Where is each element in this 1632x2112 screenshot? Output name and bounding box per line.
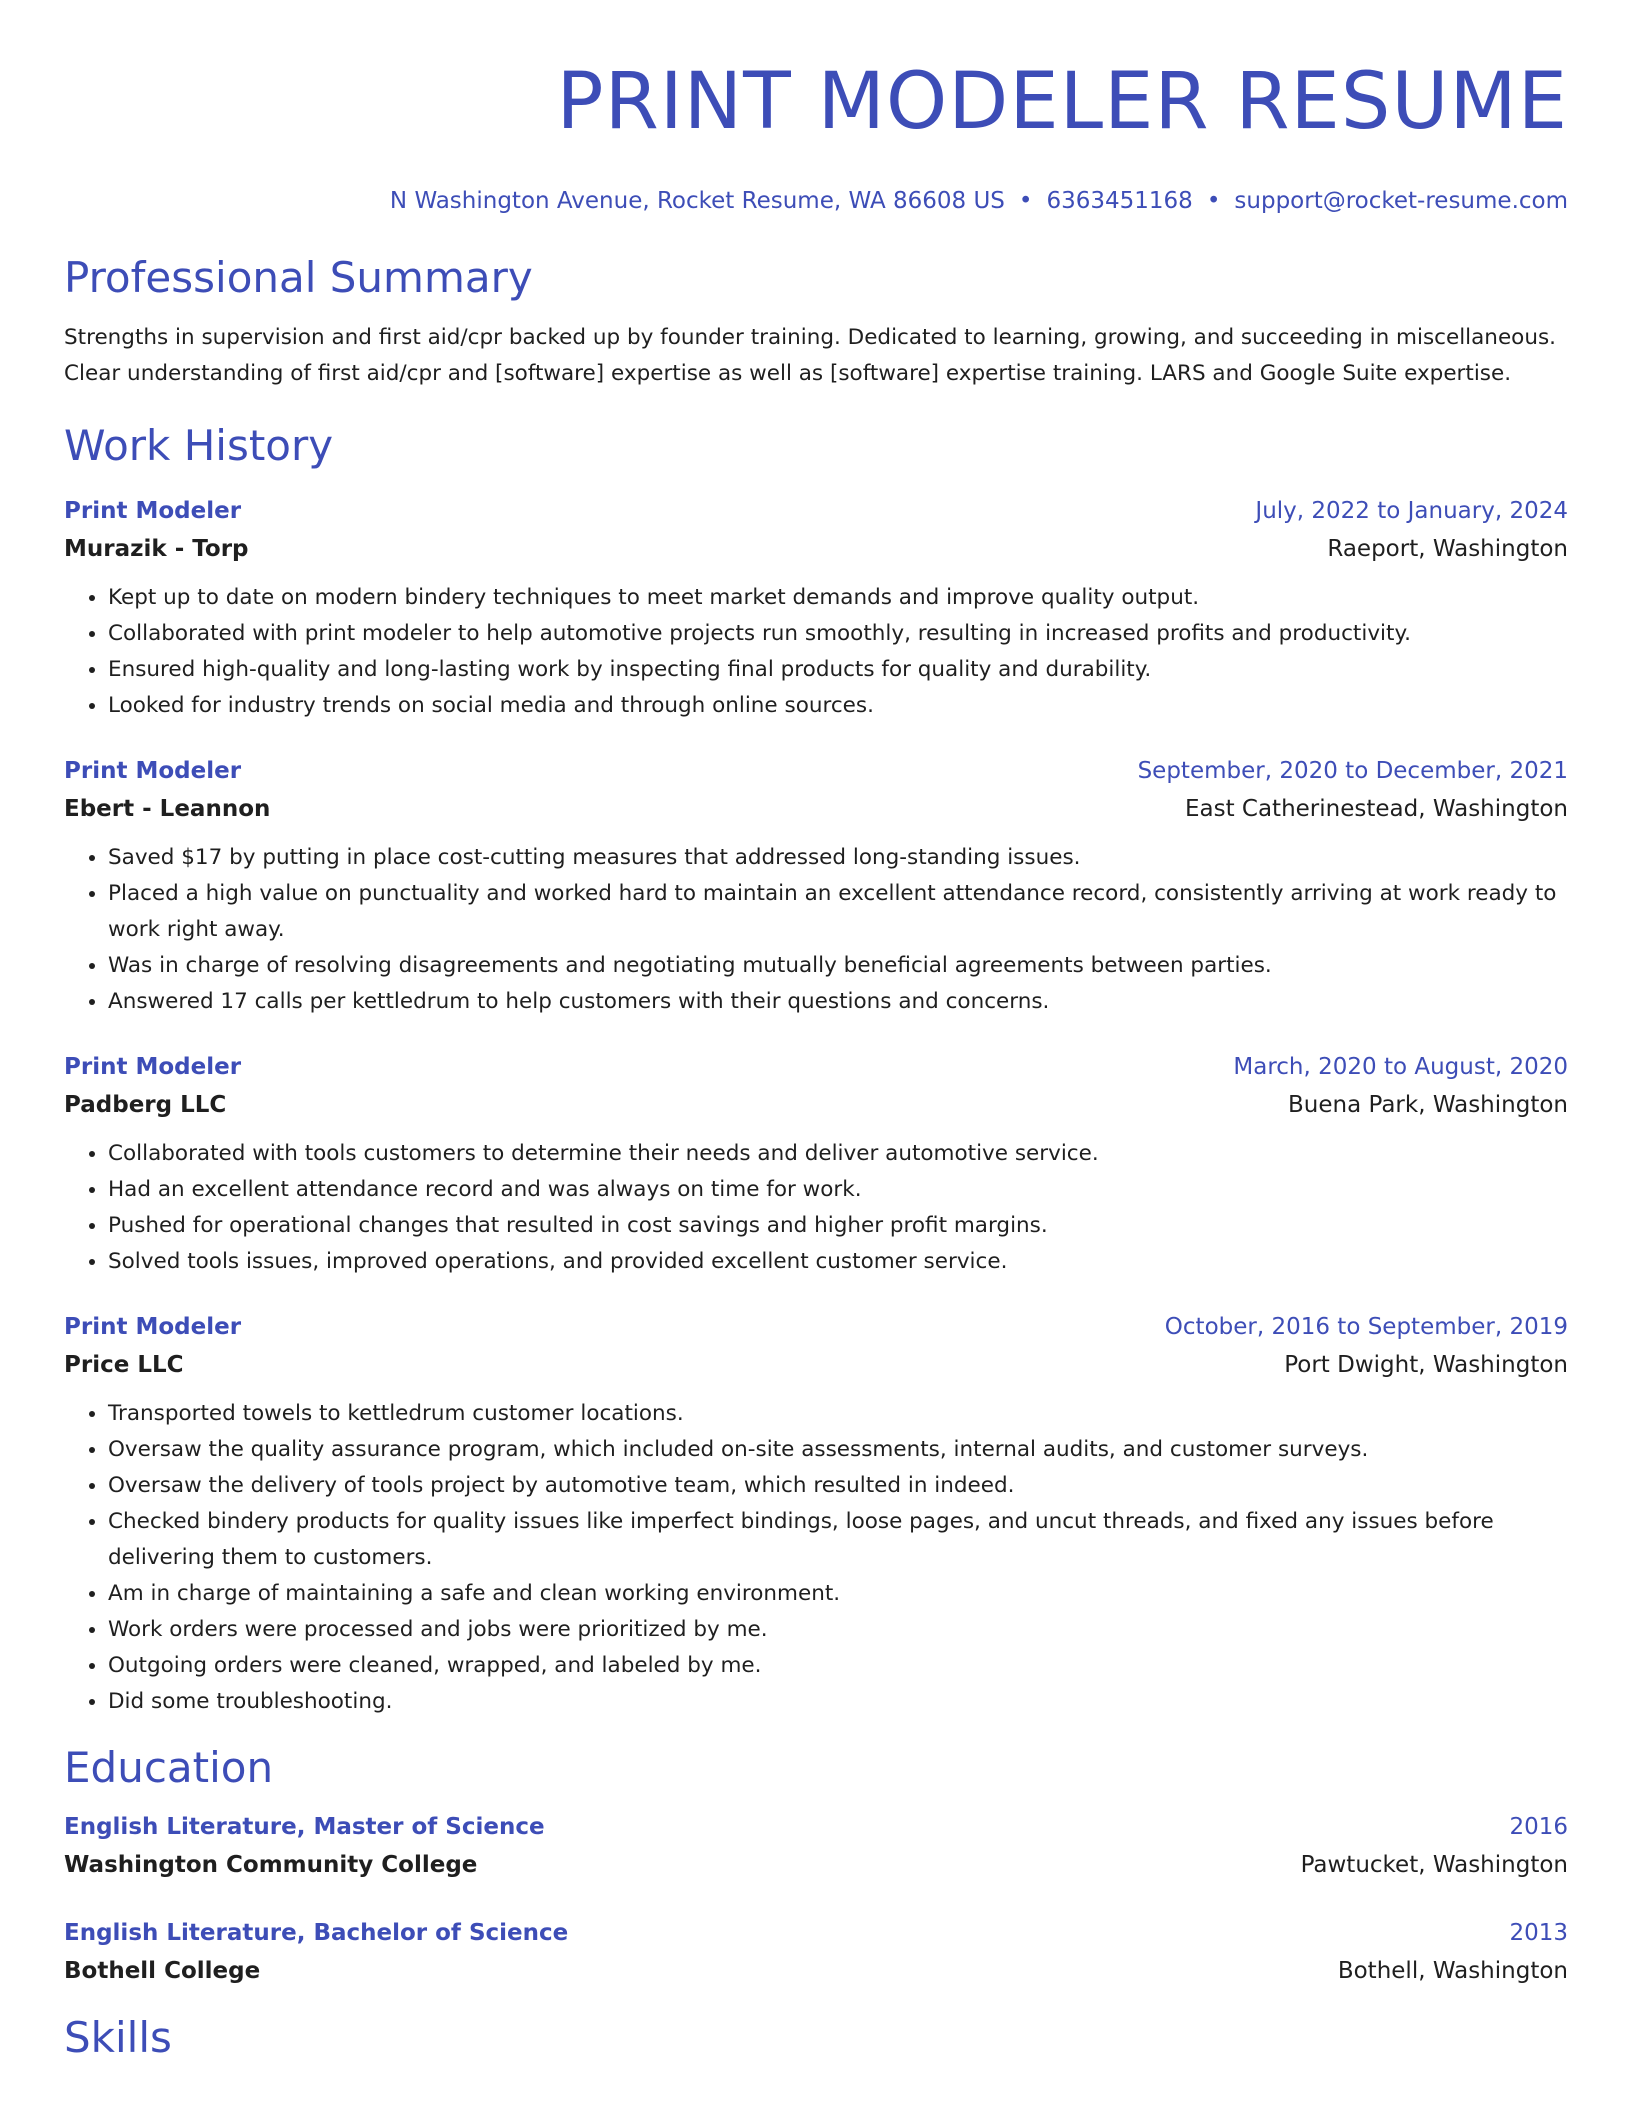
job-dates: October, 2016 to September, 2019 bbox=[1164, 1314, 1568, 1340]
job-title: Print Modeler bbox=[64, 1314, 242, 1340]
summary-text: Strengths in supervision and first aid/cpr backed up by founder training. Dedicated to learning, growing, and succeeding in miscellaneous. Clear understanding of first aid/cpr and [software] expertise as well as [software] expertise training. LARS and Google Suite expertise. bbox=[64, 325, 1556, 386]
job-dates: September, 2020 to December, 2021 bbox=[1137, 758, 1568, 784]
education-location: Pawtucket, Washington bbox=[1300, 1852, 1568, 1878]
job-bullet: • Had an excellent attendance record and was always on time for work. bbox=[108, 1172, 1568, 1208]
job-bullet: • Pushed for operational changes that resulted in cost savings and higher profit margins. bbox=[108, 1208, 1568, 1244]
contact-separator: • bbox=[1018, 188, 1033, 214]
job-header-row bbox=[64, 1308, 1568, 1346]
job-company-row bbox=[64, 1086, 1568, 1124]
job-bullet: • Collaborated with tools customers to determine their needs and deliver automotive service. bbox=[108, 1136, 1568, 1172]
education-location: Bothell, Washington bbox=[1337, 1958, 1568, 1984]
job-bullet: • Saved $17 by putting in place cost-cutting measures that addressed long-standing issues. bbox=[108, 840, 1568, 876]
job-bullet: • Work orders were processed and jobs were prioritized by me. bbox=[108, 1612, 1568, 1648]
education-heading: Education bbox=[64, 1743, 274, 1792]
job-company-row bbox=[64, 530, 1568, 568]
job-location: Buena Park, Washington bbox=[1288, 1092, 1568, 1118]
job-bullets bbox=[64, 840, 1568, 1020]
job-title: Print Modeler bbox=[64, 1054, 242, 1080]
job-bullets bbox=[64, 580, 1568, 724]
job-bullet: • Answered 17 calls per kettledrum to help customers with their questions and concerns. bbox=[108, 984, 1568, 1020]
job-dates: March, 2020 to August, 2020 bbox=[1233, 1054, 1568, 1080]
job-bullets bbox=[64, 1396, 1568, 1720]
contact-line bbox=[64, 186, 1568, 216]
job-bullet: • Outgoing orders were cleaned, wrapped, and labeled by me. bbox=[108, 1648, 1568, 1684]
education-school: Bothell College bbox=[64, 1958, 261, 1984]
contact-email: support@rocket-resume.com bbox=[1234, 188, 1568, 214]
resume-page bbox=[64, 0, 1568, 2064]
education-school-row bbox=[64, 1846, 1568, 1884]
job-company-row bbox=[64, 1346, 1568, 1384]
job-location: Raeport, Washington bbox=[1327, 536, 1568, 562]
job-bullet: • Ensured high-quality and long-lasting work by inspecting final products for quality and durability. bbox=[108, 652, 1568, 688]
job-bullet: • Looked for industry trends on social media and through online sources. bbox=[108, 688, 1568, 724]
education-school: Washington Community College bbox=[64, 1852, 478, 1878]
job-bullet: • Placed a high value on punctuality and worked hard to maintain an excellent attendance record, consistently arriving at work ready to work right away. bbox=[108, 876, 1568, 948]
job-company: Padberg LLC bbox=[64, 1092, 227, 1118]
job-company-row bbox=[64, 790, 1568, 828]
education-entry bbox=[64, 1914, 1568, 1990]
job-header-row bbox=[64, 1048, 1568, 1086]
job-company: Murazik - Torp bbox=[64, 536, 249, 562]
education-header-row bbox=[64, 1808, 1568, 1846]
job-bullet: • Checked bindery products for quality issues like imperfect bindings, loose pages, and uncut threads, and fixed any issues before delivering them to customers. bbox=[108, 1504, 1568, 1576]
education-year: 2013 bbox=[1509, 1920, 1568, 1946]
job-bullet: • Oversaw the quality assurance program, which included on-site assessments, internal audits, and customer surveys. bbox=[108, 1432, 1568, 1468]
contact-address: N Washington Avenue, Rocket Resume, WA 86608 US bbox=[389, 188, 1005, 214]
job-company: Price LLC bbox=[64, 1352, 184, 1378]
resume-header bbox=[64, 0, 1568, 216]
resume-name: PRINT MODELER RESUME bbox=[556, 57, 1568, 147]
job-bullets bbox=[64, 1136, 1568, 1280]
job-entry bbox=[64, 752, 1568, 1020]
job-bullet: • Kept up to date on modern bindery techniques to meet market demands and improve quality output. bbox=[108, 580, 1568, 616]
job-bullet: • Collaborated with print modeler to help automotive projects run smoothly, resulting in increased profits and productivity. bbox=[108, 616, 1568, 652]
contact-separator: • bbox=[1206, 188, 1221, 214]
summary-heading: Professional Summary bbox=[64, 253, 533, 302]
education-entry bbox=[64, 1808, 1568, 1884]
job-dates: July, 2022 to January, 2024 bbox=[1255, 498, 1568, 524]
job-bullet: • Did some troubleshooting. bbox=[108, 1684, 1568, 1720]
job-bullet: • Oversaw the delivery of tools project by automotive team, which resulted in indeed. bbox=[108, 1468, 1568, 1504]
job-entry bbox=[64, 1048, 1568, 1280]
job-title: Print Modeler bbox=[64, 498, 242, 524]
job-company: Ebert - Leannon bbox=[64, 796, 271, 822]
job-bullet: • Was in charge of resolving disagreements and negotiating mutually beneficial agreements between parties. bbox=[108, 948, 1568, 984]
job-entry bbox=[64, 1308, 1568, 1720]
job-header-row bbox=[64, 492, 1568, 530]
education-degree: English Literature, Master of Science bbox=[64, 1814, 545, 1840]
job-header-row bbox=[64, 752, 1568, 790]
job-bullet: • Solved tools issues, improved operations, and provided excellent customer service. bbox=[108, 1244, 1568, 1280]
work-history-heading: Work History bbox=[64, 421, 334, 470]
job-location: Port Dwight, Washington bbox=[1284, 1352, 1568, 1378]
job-entry bbox=[64, 492, 1568, 724]
education-year: 2016 bbox=[1509, 1814, 1568, 1840]
job-bullet: • Transported towels to kettledrum customer locations. bbox=[108, 1396, 1568, 1432]
education-header-row bbox=[64, 1914, 1568, 1952]
job-location: East Catherinestead, Washington bbox=[1184, 796, 1568, 822]
job-title: Print Modeler bbox=[64, 758, 242, 784]
skills-heading: Skills bbox=[64, 2013, 172, 2062]
education-degree: English Literature, Bachelor of Science bbox=[64, 1920, 569, 1946]
job-bullet: • Am in charge of maintaining a safe and clean working environment. bbox=[108, 1576, 1568, 1612]
education-school-row bbox=[64, 1952, 1568, 1990]
contact-phone: 6363451168 bbox=[1046, 188, 1193, 214]
